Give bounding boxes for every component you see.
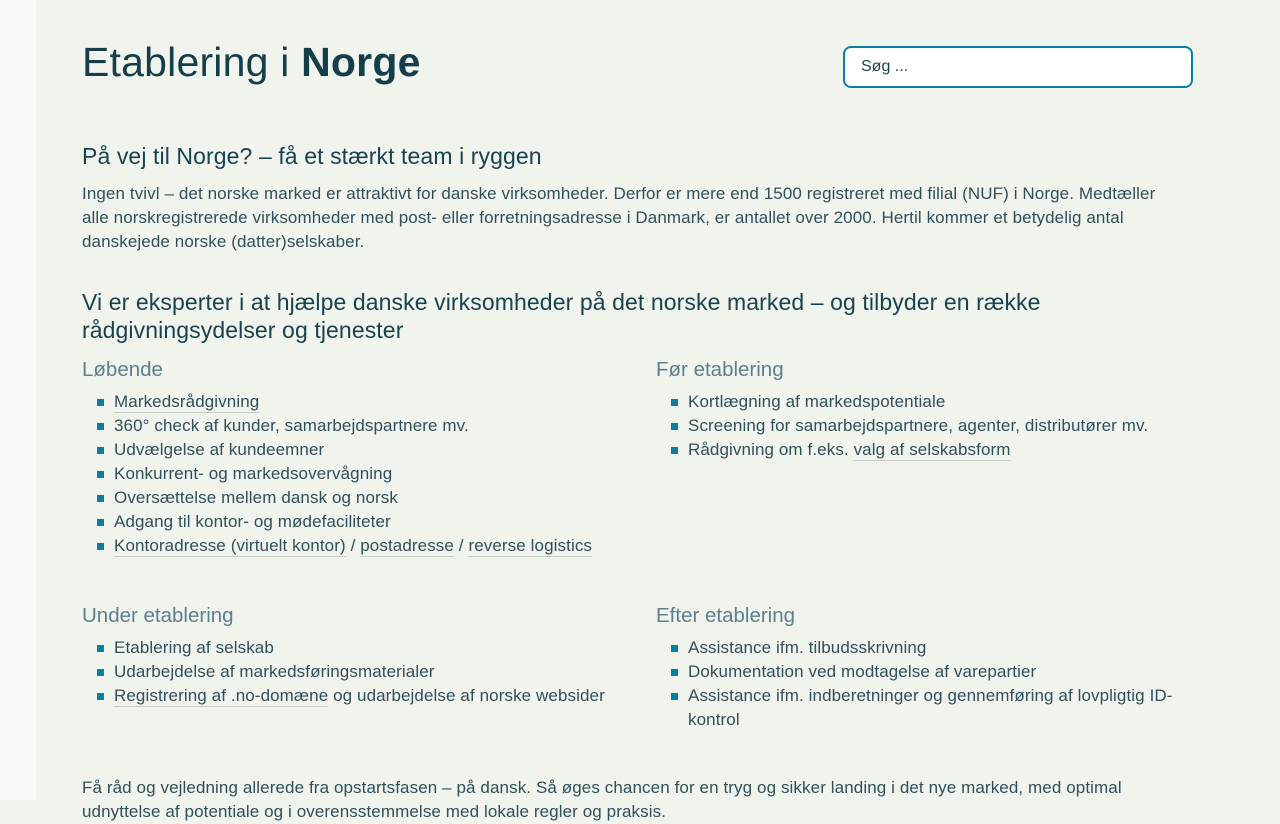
service-section-title: Løbende [82, 358, 163, 381]
item-text: Oversættelse mellem dansk og norsk [114, 488, 399, 507]
item-text: Adgang til kontor- og mødefaciliteter [114, 512, 391, 531]
item-text: Kortlægning af markedspotentiale [688, 392, 946, 411]
list-item [114, 636, 619, 660]
list-item [688, 438, 1193, 462]
item-text: 360° check af kunder, samarbejdspartnere mv. [114, 416, 469, 435]
service-section-title: Efter etablering [656, 604, 796, 627]
item-text: Screening for samarbejdspartnere, agenter, distributører mv. [688, 416, 1149, 435]
service-list [656, 390, 1193, 462]
list-item [688, 390, 1193, 414]
service-section [82, 602, 619, 732]
service-list [656, 636, 1193, 732]
service-section-title: Før etablering [656, 358, 784, 381]
inline-link[interactable]: valg af selskabsform [853, 440, 1011, 459]
item-text: Konkurrent- og markedsovervågning [114, 464, 393, 483]
intro-paragraph: Ingen tvivl – det norske marked er attraktivt for danske virksomheder. Derfor er mere end 1500 registreret med filial (NUF) i Norge. Medtæller alle norskregistrerede virksomheder med post- eller forretningsadresse i Danmark, er antallet over 2000. Hertil kommer et betydelig antal danskejede norske (datter)selskaber. [82, 184, 1156, 251]
item-text: Assistance ifm. tilbudsskrivning [688, 638, 927, 657]
inline-link[interactable]: Markedsrådgivning [114, 392, 260, 411]
page-title-light: Etablering i [82, 39, 302, 85]
list-item [114, 510, 619, 534]
item-text: Assistance ifm. indberetninger og gennemføring af lovpligtig ID-kontrol [688, 686, 1173, 729]
outro-paragraph: Få råd og vejledning allerede fra opstartsfasen – på dansk. Så øges chancen for en tryg og sikker landing i det nye marked, med optimal udnyttelse af potentiale og i overensstemmelse med lokale regler og praksis. [82, 778, 1122, 821]
page-header [82, 38, 1193, 88]
list-item [688, 414, 1193, 438]
inline-link[interactable]: postadresse [360, 536, 454, 555]
inline-link[interactable]: Registrering af .no-domæne [114, 686, 329, 705]
item-text: / [453, 536, 469, 555]
list-item [114, 660, 619, 684]
list-item [688, 636, 1193, 660]
item-text: Udvælgelse af kundeemner [114, 440, 325, 459]
list-item [114, 462, 619, 486]
list-item [114, 684, 619, 708]
search-input[interactable] [843, 46, 1193, 88]
services-heading: Vi er eksperter i at hjælpe danske virksomheder på det norske marked – og tilbyder en række rådgivningsydelser og tjenester [82, 289, 1041, 343]
service-section-title: Under etablering [82, 604, 234, 627]
service-list [82, 390, 619, 558]
inline-link[interactable]: Kontoradresse (virtuelt kontor) [114, 536, 346, 555]
item-text: Rådgivning om f.eks. [688, 440, 854, 459]
item-text: Etablering af selskab [114, 638, 274, 657]
list-item [114, 438, 619, 462]
page-title-bold: Norge [301, 39, 421, 85]
services-grid [82, 356, 1193, 732]
item-text: / [345, 536, 361, 555]
list-item [114, 534, 619, 558]
intro-heading: På vej til Norge? – få et stærkt team i ryggen [82, 143, 542, 169]
page-title [82, 38, 421, 86]
item-text: Dokumentation ved modtagelse af varepartier [688, 662, 1037, 681]
list-item [114, 414, 619, 438]
list-item [114, 390, 619, 414]
service-section [656, 602, 1193, 732]
item-text: Udarbejdelse af markedsføringsmaterialer [114, 662, 435, 681]
service-section [82, 356, 619, 558]
list-item [114, 486, 619, 510]
inline-link[interactable]: reverse logistics [468, 536, 593, 555]
service-section [656, 356, 1193, 558]
list-item [688, 660, 1193, 684]
item-text: og udarbejdelse af norske websider [328, 686, 605, 705]
list-item [688, 684, 1193, 732]
service-list [82, 636, 619, 708]
